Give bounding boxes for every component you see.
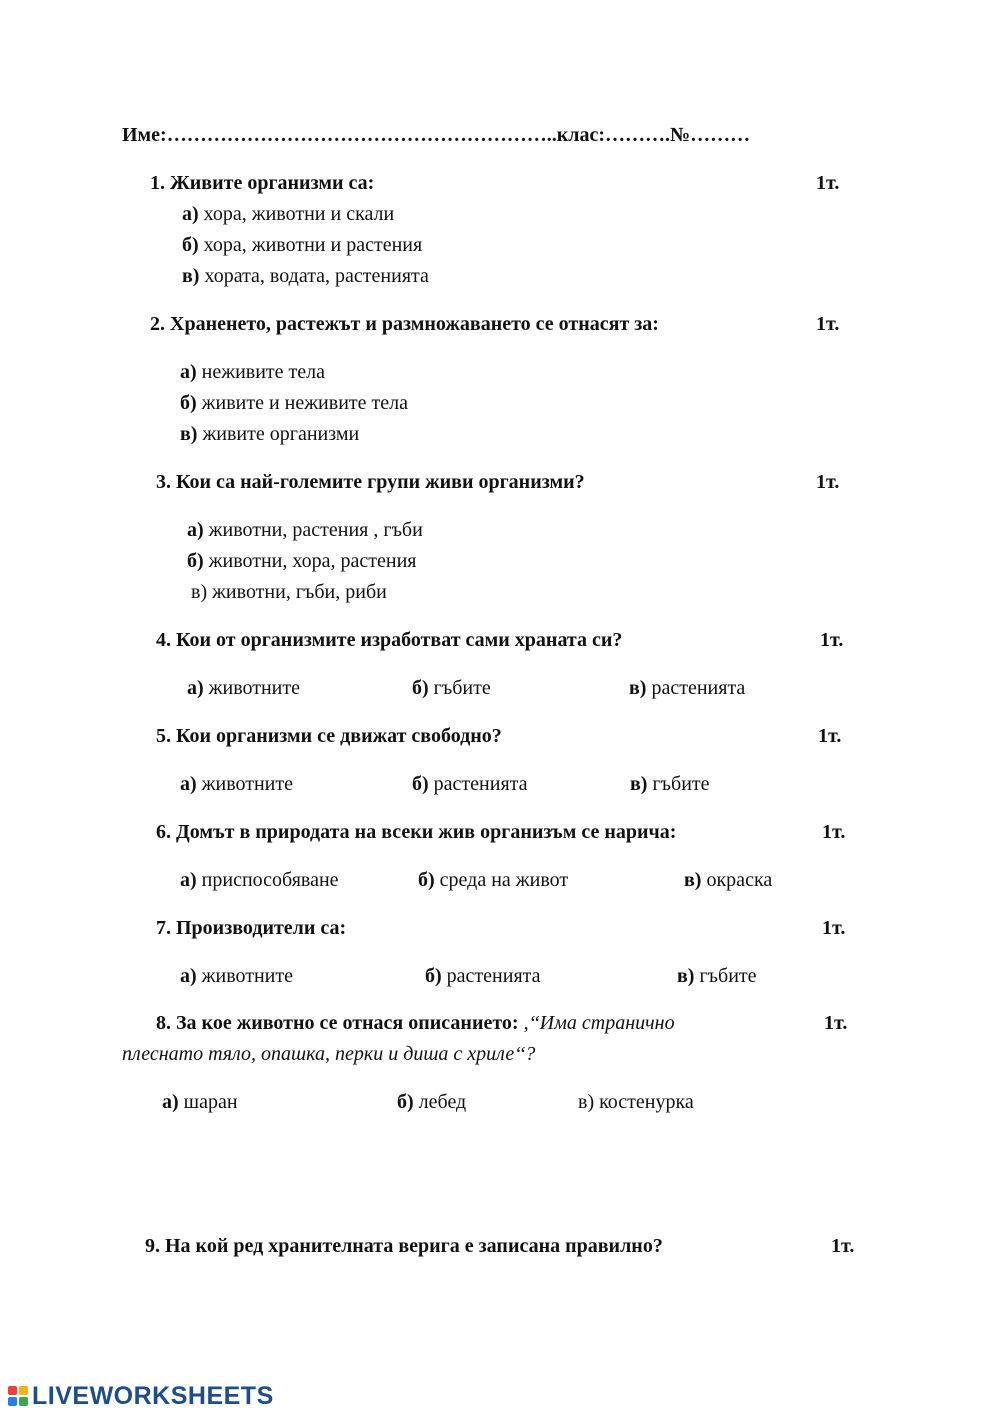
question-4-title: 4. Кои от организмите изработват сами храната си?	[156, 629, 623, 651]
question-3-title: 3. Кои са най-големите групи живи организми?	[156, 471, 585, 493]
question-6-option-a[interactable]: а) приспособяване	[180, 869, 339, 891]
question-2-title: 2. Храненето, растежът и размножаването се отнасят за:	[150, 313, 659, 335]
question-1-option-b[interactable]: б) хора, животни и растения	[182, 234, 423, 256]
question-5-points: 1т.	[818, 725, 842, 747]
question-9-points: 1т.	[831, 1235, 855, 1257]
question-6-option-b[interactable]: б) среда на живот	[418, 869, 569, 891]
question-8-title: 8. За кое животно се отнася описанието: ,‘‘Има странично	[156, 1012, 675, 1034]
question-5-option-b[interactable]: б) растенията	[412, 773, 528, 795]
question-4-option-b[interactable]: б) гъбите	[412, 677, 491, 699]
liveworksheets-logo-text: LIVEWORKSHEETS	[32, 1381, 274, 1410]
question-7-title: 7. Производители са:	[156, 917, 347, 939]
logo-square-green	[19, 1397, 28, 1406]
question-3-points: 1т.	[816, 471, 840, 493]
question-1-points: 1т.	[816, 172, 840, 194]
name-class-number-header: Име:…………………………………………………..клас:……….№………	[122, 124, 751, 146]
question-2-option-a[interactable]: а) неживите тела	[180, 361, 326, 383]
question-4-points: 1т.	[820, 629, 844, 651]
question-7-option-b[interactable]: б) растенията	[425, 965, 541, 987]
question-9-title: 9. На кой ред хранителната верига е записана правилно?	[145, 1235, 663, 1257]
question-3-option-a[interactable]: а) животни, растения , гъби	[187, 519, 423, 541]
logo-square-blue	[8, 1397, 17, 1406]
question-1-option-c[interactable]: в) хората, водата, растенията	[182, 265, 429, 287]
question-5-option-a[interactable]: а) животните	[180, 773, 293, 795]
question-5-option-c[interactable]: в) гъбите	[630, 773, 710, 795]
question-1-option-a[interactable]: а) хора, животни и скали	[182, 203, 395, 225]
question-8-option-a[interactable]: а) шаран	[162, 1091, 238, 1113]
question-2-points: 1т.	[816, 313, 840, 335]
question-1-title: 1. Живите организми са:	[150, 172, 375, 194]
question-7-option-a[interactable]: а) животните	[180, 965, 293, 987]
question-8-option-c[interactable]: в) костенурка	[578, 1091, 694, 1113]
liveworksheets-logo[interactable]	[8, 1383, 274, 1409]
question-4-option-c[interactable]: в) растенията	[629, 677, 746, 699]
question-7-option-c[interactable]: в) гъбите	[677, 965, 757, 987]
question-6-points: 1т.	[822, 821, 846, 843]
question-5-title: 5. Кои организми се движат свободно?	[156, 725, 502, 747]
question-7-points: 1т.	[822, 917, 846, 939]
logo-square-yellow	[19, 1386, 28, 1395]
question-2-option-c[interactable]: в) живите организми	[180, 423, 360, 445]
logo-square-red	[8, 1386, 17, 1395]
question-8-quote-start: ,‘‘Има странично	[518, 1012, 675, 1034]
question-6-option-c[interactable]: в) окраска	[684, 869, 773, 891]
question-3-option-b[interactable]: б) животни, хора, растения	[187, 550, 417, 572]
question-4-option-a[interactable]: а) животните	[187, 677, 300, 699]
question-8-points: 1т.	[824, 1012, 848, 1034]
question-2-option-b[interactable]: б) живите и неживите тела	[180, 392, 408, 414]
question-8-quote-end: плеснато тяло, опашка, перки и диша с хриле‘‘?	[122, 1043, 536, 1065]
question-3-option-c[interactable]: в) животни, гъби, риби	[191, 581, 387, 603]
question-6-title: 6. Домът в природата на всеки жив организъм се нарича:	[156, 821, 677, 843]
liveworksheets-logo-icon	[8, 1386, 28, 1406]
question-8-option-b[interactable]: б) лебед	[397, 1091, 467, 1113]
